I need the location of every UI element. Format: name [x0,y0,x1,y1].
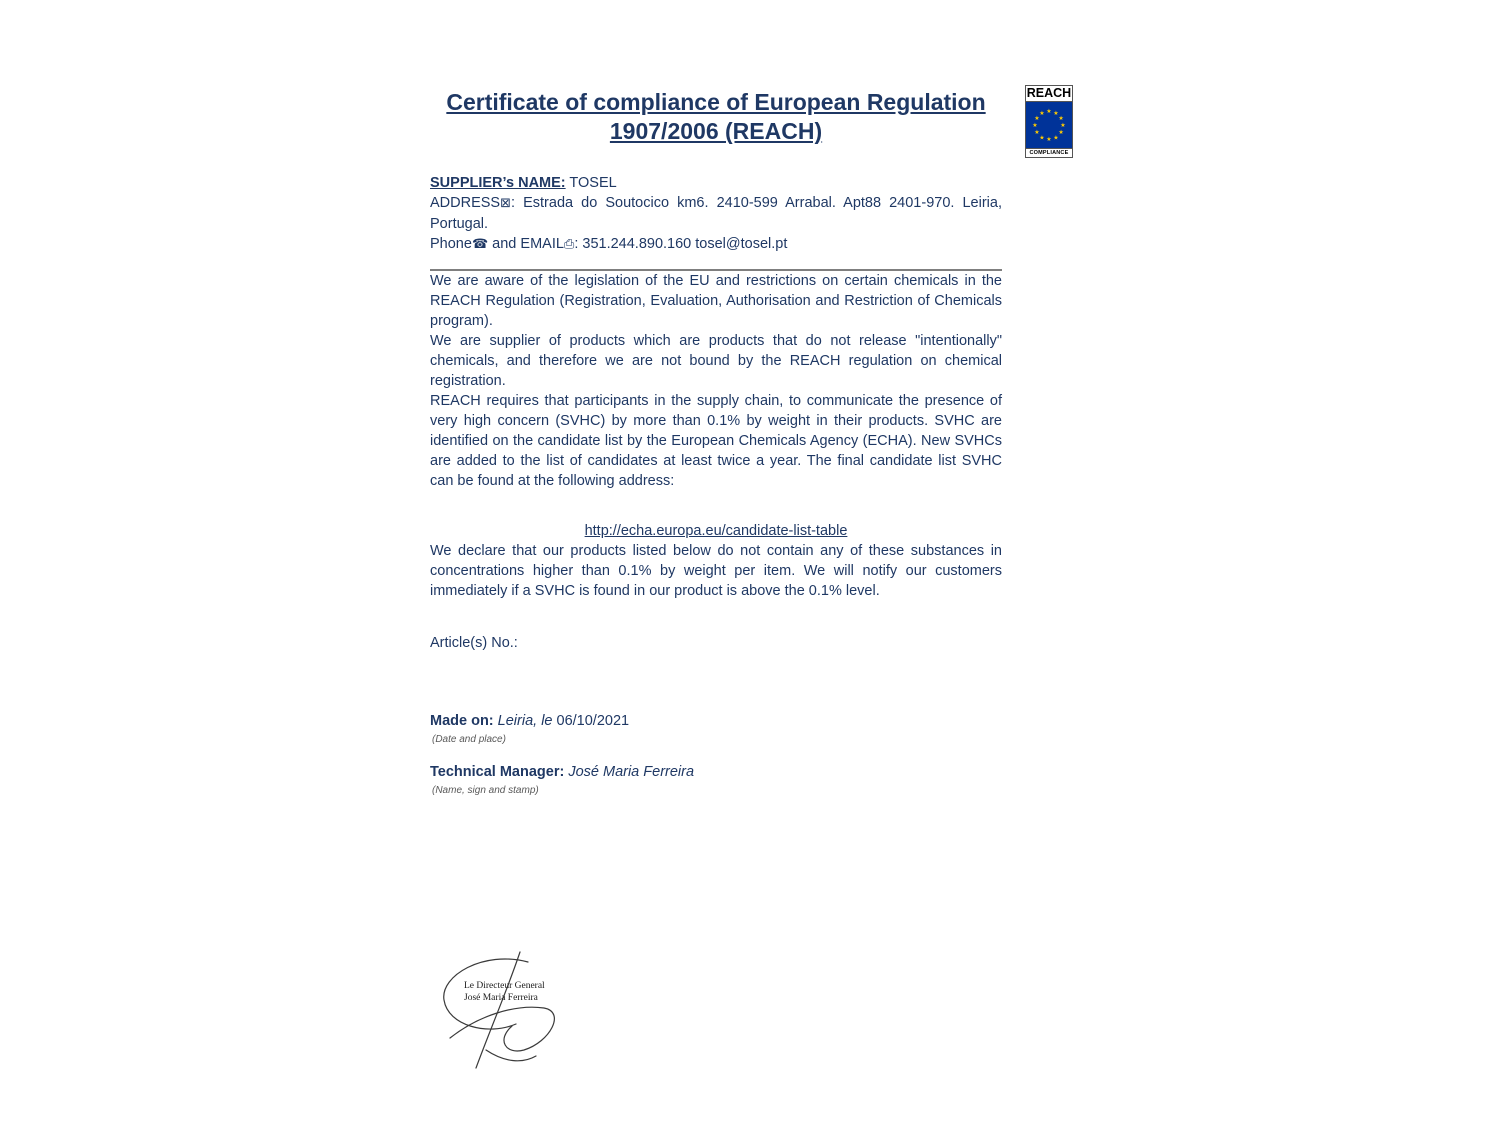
contact-value: : 351.244.890.160 tosel@tosel.pt [574,236,788,252]
address-value: : Estrada do Soutocico km6. 2410-599 Arrabal. Apt88 2401-970. Leiria, Portugal. [430,195,1002,232]
article-number-label: Article(s) No.: [430,635,518,651]
supplier-address-line [430,193,1002,234]
reach-logo-title: REACH [1026,86,1072,100]
svg-text:★: ★ [1034,115,1040,123]
made-on-line [430,711,1002,731]
made-on-place: Leiria, le [497,713,553,729]
signature-stamp-text [464,980,545,1004]
svg-text:★: ★ [1058,115,1064,123]
candidate-list-link-line [430,521,1002,541]
signature-block [428,948,638,1083]
envelope-icon: ⊠ [500,196,512,211]
candidate-list-link[interactable]: http://echa.europa.eu/candidate-list-table [584,523,848,539]
made-on-date: 06/10/2021 [556,713,630,729]
signature-scribble-icon [428,948,628,1078]
technical-manager-name: José Maria Ferreira [568,764,695,780]
paragraph-supplier-statement: We are supplier of products which are products that do not release "intentionally" chemicals, and therefore we are not bound by the REACH regulation on chemical registration. [430,333,1002,389]
page-title-line1: Certificate of compliance of European Regulation [446,89,986,115]
signature-title: Le Directeur General [464,981,545,991]
svg-text:★: ★ [1053,110,1059,118]
supplier-contact-line [430,234,1002,255]
supplier-name-value: TOSEL [569,175,617,191]
svg-text:★: ★ [1060,122,1066,130]
svg-text:★: ★ [1046,108,1052,116]
date-place-note: (Date and place) [432,734,506,745]
name-sign-stamp-note: (Name, sign and stamp) [432,785,539,796]
svg-text:★: ★ [1046,136,1052,144]
signature-name: José Maria Ferreira [464,993,538,1003]
address-label: ADDRESS [430,195,501,211]
supplier-name-line [430,173,1002,193]
page-title-line2: 1907/2006 (REACH) [609,118,823,144]
reach-logo-caption: COMPLIANCE [1026,148,1072,157]
paragraph-awareness: We are aware of the legislation of the EU and restrictions on certain chemicals in the REACH Regulation (Registration, Evaluation, Authorisation and Restriction of Chemicals program). [430,273,1002,329]
svg-text:★: ★ [1032,122,1038,130]
svg-text:★: ★ [1034,129,1040,137]
svg-text:★: ★ [1053,134,1059,142]
phone-icon: ☎ [471,237,489,252]
svg-text:★: ★ [1058,129,1064,137]
page-title [430,88,1002,146]
phone-label: Phone [430,236,472,252]
paragraph-reach-requirements: REACH requires that participants in the supply chain, to communicate the presence of very high concern (SVHC) by more than 0.1% by weight in their products. SVHC are identified on the candidate list by the European Chemicals Agency (ECHA). New SVHCs are added to the list of candidates at least twice a year. The final candidate list SVHC can be found at the following address: [430,393,1002,489]
paragraph-declaration: We declare that our products listed below do not contain any of these substances in concentrations higher than 0.1% by weight per item. We will notify our customers immediately if a SVHC is found in our product is above the 0.1% level. [430,543,1002,599]
reach-compliance-logo [1025,85,1073,158]
technical-manager-label: Technical Manager: [430,764,565,780]
supplier-name-label: SUPPLIER’s NAME: [430,175,566,191]
svg-text:★: ★ [1039,134,1045,142]
made-on-label: Made on: [430,713,494,729]
email-label: and EMAIL [492,236,564,252]
computer-icon: ⎙ [563,237,575,252]
svg-text:★: ★ [1039,110,1045,118]
document-content [430,88,1002,797]
supplier-block [430,173,1002,255]
eu-flag-icon [1026,102,1072,148]
technical-manager-line [430,762,1002,782]
